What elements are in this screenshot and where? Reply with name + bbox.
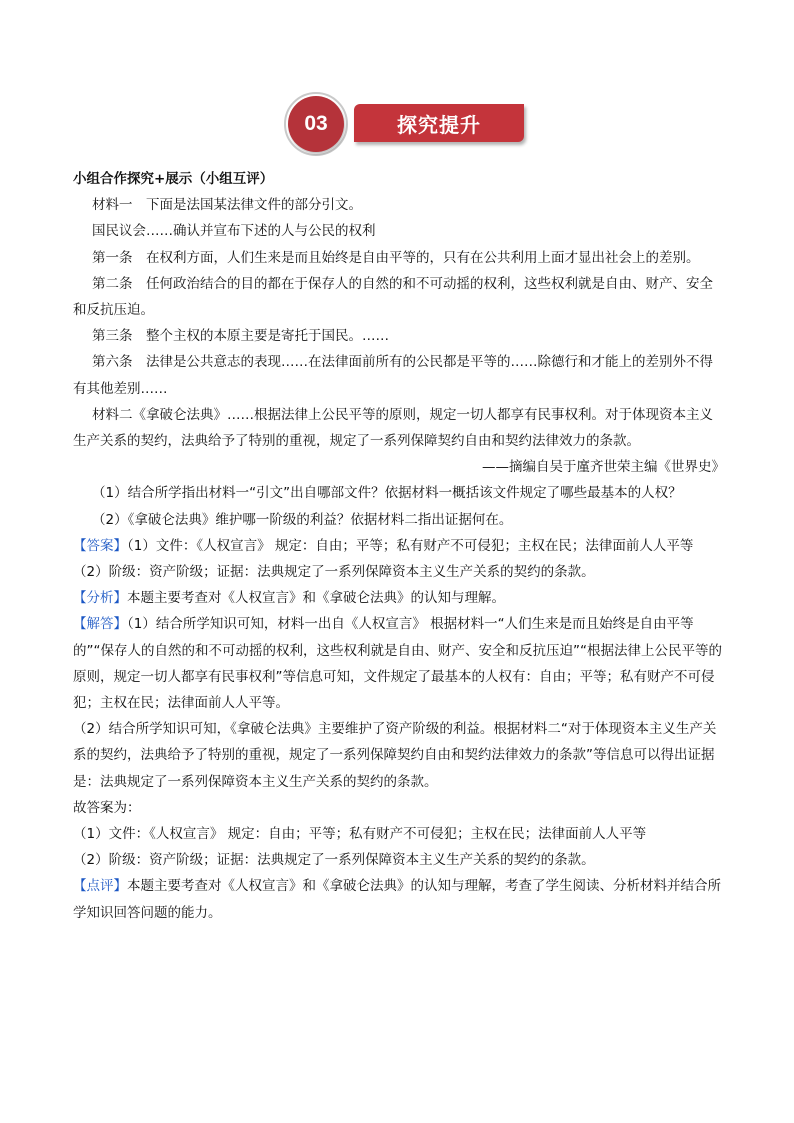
document-body	[73, 166, 725, 926]
section-number: 03	[288, 96, 344, 152]
analysis-text: 本题主要考查对《人权宣言》和《拿破仑法典》的认知与理解。	[127, 590, 505, 607]
material-line-6: 第六条 法律是公共意志的表现……在法律面前所有的公民都是平等的……除德行和才能上的差别外不得有其他差别……	[73, 354, 713, 397]
comment-text: 本题主要考查对《人权宣言》和《拿破仑法典》的认知与理解，考查了学生阅读、分析材料并结合所学知识回答问题的能力。	[73, 878, 721, 921]
question-2: （2）《拿破仑法典》维护哪一阶级的利益？依据材料二指出证据何在。	[92, 511, 513, 528]
answer-tag: 【答案】	[73, 537, 127, 554]
comment-line	[73, 873, 725, 925]
answer-line-2: （2）阶级：资产阶级；证据：法典规定了一系列保障资本主义生产关系的契约的条款。	[73, 564, 595, 581]
section-title-banner: 探究提升	[354, 104, 524, 142]
material-source: ——摘编自吴于廑齐世荣主编《世界史》	[482, 459, 725, 476]
material-line-5: 第三条 整个主权的本原主要是寄托于国民。……	[92, 328, 389, 345]
section-title: 小组合作探究+展示（小组互评）	[73, 171, 274, 187]
material-line-4: 第二条 任何政治结合的目的都在于保存人的自然的和不可动摇的权利，这些权利就是自由、财产、安全和反抗压迫。	[73, 275, 713, 319]
solution-text-1: （1）结合所学知识可知，材料一出自《人权宣言》 根据材料一“人们生来是而且始终是自由平等的”“保存人的自然的和不可动摇的权利，这些权利就是自由、财产、安全和反抗压迫”“根据法律上公民平等的原则，规定一切人都享有民事权利”等信息可知，文件规定了最基本的人权有：自由；平等；私有财产不可侵犯；主权在民；法律面前人人平等。	[73, 616, 722, 712]
solution-paragraph-1	[73, 611, 725, 716]
solution-conclusion: 故答案为：	[73, 799, 141, 816]
section-header-badge	[288, 96, 528, 156]
answer-line-1	[73, 533, 725, 559]
solution-conclusion-1: （1）文件：《人权宣言》 规定：自由；平等；私有财产不可侵犯；主权在民；法律面前人人平等	[73, 826, 647, 843]
material-line-2: 国民议会……确认并宣布下述的人与公民的权利	[92, 223, 376, 240]
material-line-1: 材料一 下面是法国某法律文件的部分引文。	[92, 197, 362, 214]
answer-text-1: （1）文件：《人权宣言》 规定：自由；平等；私有财产不可侵犯；主权在民；法律面前人人平等	[127, 537, 694, 554]
material-line-7: 材料二《拿破仑法典》……根据法律上公民平等的原则，规定一切人都享有民事权利。对于体现资本主义生产关系的契约，法典给予了特别的重视，规定了一系列保障契约自由和契约法律效力的条款。	[73, 406, 713, 450]
solution-tag: 【解答】	[73, 616, 127, 633]
analysis-tag: 【分析】	[73, 590, 127, 607]
comment-tag: 【点评】	[73, 878, 127, 895]
question-1: （1）结合所学指出材料一“引文”出自哪部文件？依据材料一概括该文件规定了哪些最基本的人权？	[92, 485, 682, 502]
analysis-line	[73, 585, 725, 611]
solution-conclusion-2: （2）阶级：资产阶级；证据：法典规定了一系列保障资本主义生产关系的契约的条款。	[73, 852, 595, 869]
material-line-3: 第一条 在权利方面，人们生来是而且始终是自由平等的，只有在公共利用上面才显出社会上的差别。	[92, 249, 700, 266]
solution-paragraph-2: （2）结合所学知识可知，《拿破仑法典》主要维护了资产阶级的利益。根据材料二“对于体现资本主义生产关系的契约，法典给予了特别的重视，规定了一系列保障契约自由和契约法律效力的条款”等信息可以得出证据是：法典规定了一系列保障资本主义生产关系的契约的条款。	[73, 721, 717, 790]
